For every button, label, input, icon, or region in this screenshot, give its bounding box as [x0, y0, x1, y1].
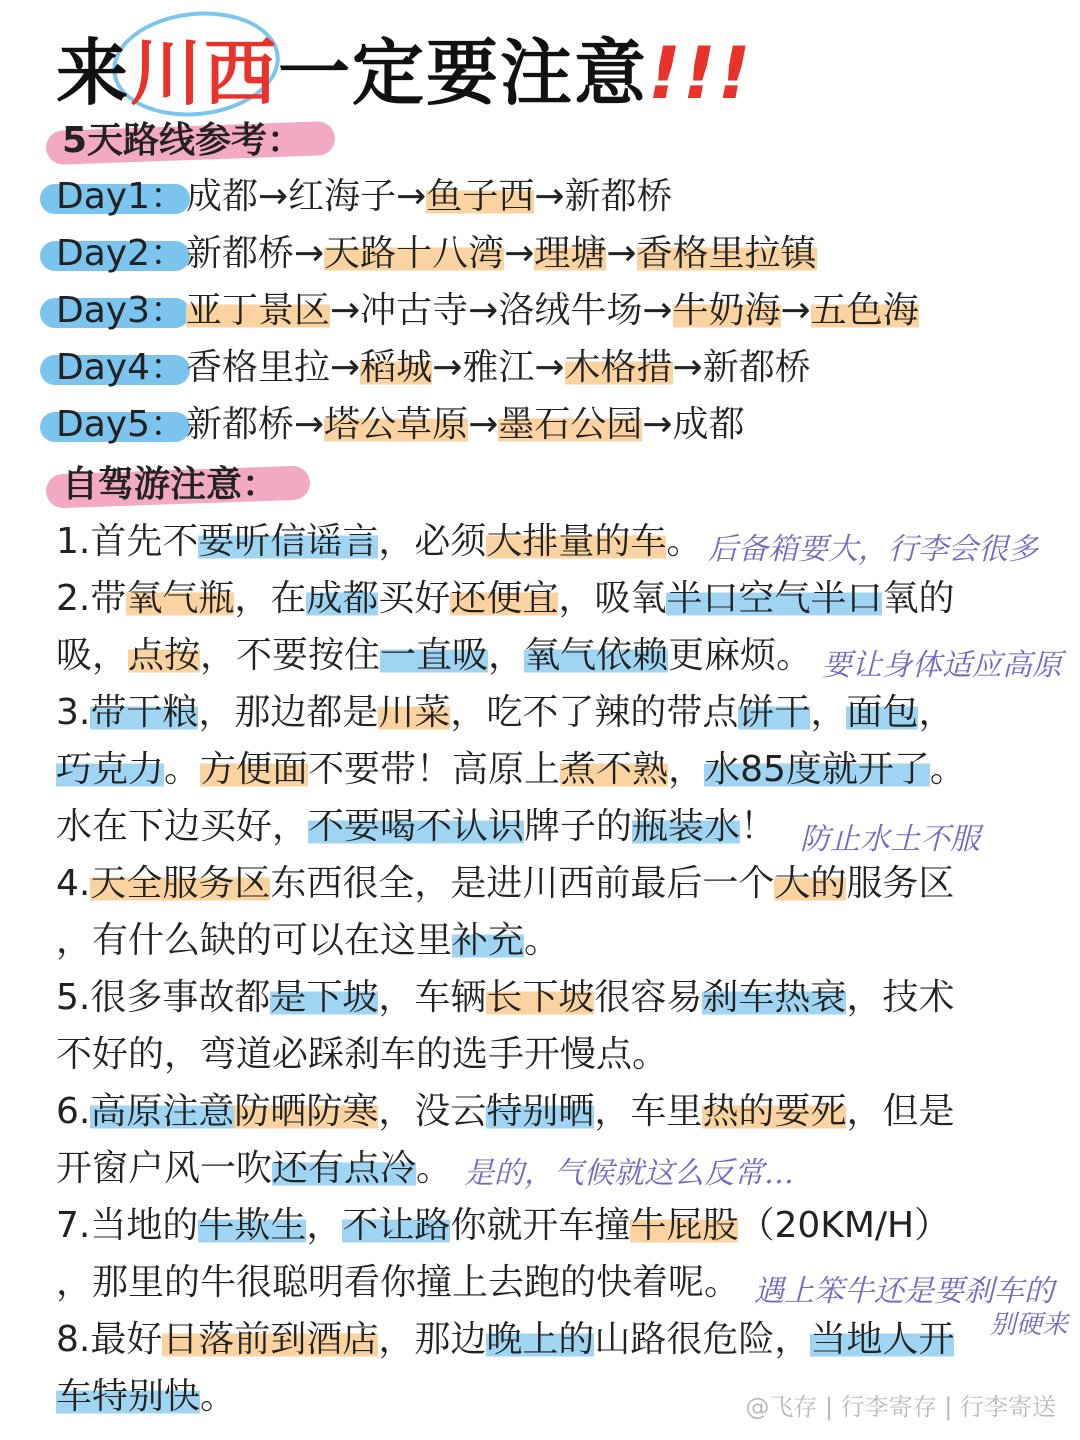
highlighted-place: 亚丁景区: [186, 290, 331, 331]
tip-line: [56, 1141, 452, 1197]
title-exclamation: !!!: [648, 31, 753, 115]
tip-line: [56, 799, 776, 855]
tip-text: 山路很危险，: [594, 1319, 811, 1360]
title-part1: 来: [56, 31, 131, 115]
highlighted-text: 不要喝不认识: [308, 806, 525, 847]
route-text: 成都→红海子→: [186, 176, 427, 217]
highlighted-text: 还便宜: [450, 578, 559, 619]
tip-text: ，车里: [594, 1091, 703, 1132]
day-label-text: Day2：: [56, 233, 186, 274]
tip-text: 买好: [378, 578, 451, 619]
day-label: [56, 284, 186, 338]
highlighted-text: 是下坡: [270, 977, 379, 1018]
highlighted-place: 天路十八湾: [324, 233, 505, 274]
title-part2: 一定要注意: [278, 31, 649, 115]
highlighted-text: 煮不熟: [560, 749, 669, 790]
route-line-day5: [56, 398, 745, 452]
tip-text: ，吸氧: [558, 578, 667, 619]
highlighted-text: 瓶装水: [632, 806, 741, 847]
day-label-text: Day5：: [56, 404, 186, 445]
highlighted-text: 带干粮: [90, 692, 199, 733]
tips-heading-text: 自驾游注意：: [62, 464, 279, 505]
highlighted-place: 鱼子西: [426, 176, 535, 217]
tip-line: [56, 685, 954, 741]
highlighted-text: 补充: [452, 920, 525, 961]
route-text: →雅江→: [432, 347, 565, 388]
tip-line: [56, 1198, 950, 1254]
handwritten-note-altitude: 要让身体适应高原: [822, 648, 1062, 683]
highlighted-place: 木格措: [564, 347, 673, 388]
highlighted-text: 氧气依赖: [524, 635, 669, 676]
tip-line: [56, 1369, 236, 1425]
tip-text: 你就开车撞: [450, 1205, 631, 1246]
tip-text: ，那里的牛很聪明看你撞上去跑的快着呢。: [56, 1262, 741, 1303]
highlighted-text: 方便面: [200, 749, 309, 790]
tip-text: ，那边都是: [198, 692, 379, 733]
tip-text: 水在下边买好，: [56, 806, 309, 847]
tip-text: 。: [416, 1148, 453, 1189]
highlighted-place: 五色海: [810, 290, 919, 331]
highlighted-text: 水85度就开了: [704, 749, 930, 790]
tip-text: ，技术: [846, 977, 955, 1018]
route-heading: [56, 116, 309, 166]
handwritten-note-trunk: 后备箱要大，行李会很多: [708, 532, 1038, 567]
tip-text: 4.: [56, 863, 91, 904]
highlighted-place: 理塘: [534, 233, 607, 274]
highlighted-text: 当地人开: [810, 1319, 955, 1360]
watermark: @飞存 | 行李寄存 | 行李寄送: [745, 1393, 1056, 1421]
highlighted-text: 日落前到酒店: [162, 1319, 379, 1360]
route-text: 新都桥→: [186, 233, 325, 274]
tip-line: [56, 1084, 954, 1140]
tip-text: （20KM/H）: [738, 1205, 951, 1246]
tip-line: [56, 1255, 740, 1311]
route-text: →: [504, 233, 535, 274]
tip-text: ，: [488, 635, 525, 676]
tip-line: [56, 628, 812, 684]
highlighted-text: 特别晒: [486, 1091, 595, 1132]
day-label-text: Day3：: [56, 290, 186, 331]
tip-text: ，吃不了辣的带点: [450, 692, 739, 733]
highlighted-text: 天全服务区: [90, 863, 271, 904]
route-text: →新都桥: [672, 347, 811, 388]
tip-text: 开窗户风一吹: [56, 1148, 273, 1189]
highlighted-text: 还有点冷: [272, 1148, 417, 1189]
tip-text: 8.最好: [56, 1319, 163, 1360]
highlighted-place: 牛奶海: [672, 290, 781, 331]
highlighted-text: 长下坡: [486, 977, 595, 1018]
tip-text: ，但是: [846, 1091, 955, 1132]
day-label: [56, 227, 186, 281]
day-label-text: Day4：: [56, 347, 186, 388]
highlighted-place: 香格里拉镇: [636, 233, 817, 274]
tip-text: 7.当地的: [56, 1205, 199, 1246]
handwritten-note-weather: 是的，气候就这么反常…: [464, 1156, 794, 1191]
highlighted-text: 面包: [846, 692, 919, 733]
tip-text: 3.: [56, 692, 91, 733]
tip-text: ，: [668, 749, 705, 790]
route-text: →: [468, 404, 499, 445]
tip-text: 不好的，弯道必踩刹车的选手开慢点。: [56, 1034, 669, 1075]
day-label: [56, 398, 186, 452]
tip-text: 氧的: [882, 578, 955, 619]
tip-text: 不要带！高原上: [308, 749, 561, 790]
highlighted-text: 川菜: [378, 692, 451, 733]
highlighted-text: 晚上的: [486, 1319, 595, 1360]
route-text: →新都桥: [534, 176, 673, 217]
highlighted-place: 墨石公园: [498, 404, 643, 445]
tip-text: 东西很全，是进川西前最后一个: [270, 863, 775, 904]
handwritten-note-brake: 遇上笨牛还是要刹车的: [754, 1274, 1054, 1309]
tip-line: [56, 571, 954, 627]
tip-line: [56, 514, 702, 570]
highlighted-text: 刹车热衰: [702, 977, 847, 1018]
highlighted-place: 稻城: [360, 347, 433, 388]
tips-heading: [56, 460, 284, 510]
tip-text: 6.: [56, 1091, 91, 1132]
tip-line: [56, 742, 966, 798]
route-text: 新都桥→: [186, 404, 325, 445]
tip-line: [56, 970, 954, 1026]
tip-text: ，车辆: [378, 977, 487, 1018]
highlighted-text: 车特别快: [56, 1376, 201, 1417]
tip-line: [56, 1312, 954, 1368]
tip-text: 。: [666, 521, 703, 562]
route-text: →冲古寺→洛绒牛场→: [330, 290, 673, 331]
highlighted-text: 一直吸: [380, 635, 489, 676]
route-line-day4: [56, 341, 811, 395]
day-label: [56, 170, 186, 224]
route-text: →成都: [642, 404, 745, 445]
highlighted-text: 成都: [306, 578, 379, 619]
highlighted-text: 巧克力: [56, 749, 165, 790]
highlighted-text: 大排量的车: [486, 521, 667, 562]
tip-text: 。: [929, 749, 966, 790]
tip-text: ，: [918, 692, 955, 733]
highlighted-text: 热的要死: [702, 1091, 847, 1132]
tip-text: 。: [524, 920, 561, 961]
tip-text: 2.带: [56, 578, 127, 619]
day-label-text: Day1：: [56, 176, 186, 217]
tip-text: ，不要按住: [200, 635, 381, 676]
highlighted-text: 高原注意: [90, 1091, 235, 1132]
highlighted-place: 塔公草原: [324, 404, 469, 445]
route-line-day3: [56, 284, 919, 338]
tip-line: [56, 913, 560, 969]
highlighted-text: 半口空气半口: [666, 578, 883, 619]
tip-text: ，: [306, 1205, 343, 1246]
tip-text: 。: [164, 749, 201, 790]
tip-line: [56, 1027, 668, 1083]
handwritten-note-careful: 别硬来: [990, 1310, 1069, 1340]
tip-text: ！: [740, 806, 777, 847]
route-line-day1: [56, 170, 673, 224]
route-line-day2: [56, 227, 817, 281]
route-text: →: [780, 290, 811, 331]
tip-line: [56, 856, 954, 912]
page-title: [56, 28, 753, 118]
tip-text: 1.首先不: [56, 521, 199, 562]
handwritten-note-water: 防止水土不服: [800, 822, 980, 857]
title-highlight: 川西: [130, 31, 279, 115]
tip-text: ，在: [234, 578, 307, 619]
tip-text: ，: [810, 692, 847, 733]
route-heading-text: 5天路线参考：: [62, 120, 304, 161]
highlighted-text: 氧气瓶: [126, 578, 235, 619]
tip-text: 更麻烦。: [668, 635, 813, 676]
highlighted-text: 大的: [774, 863, 847, 904]
tip-text: ，必须: [378, 521, 487, 562]
highlighted-text: 饼干: [738, 692, 811, 733]
route-text: →: [606, 233, 637, 274]
highlighted-text: 牛欺生: [198, 1205, 307, 1246]
tip-text: 5.很多事故都: [56, 977, 271, 1018]
tip-text: 牌子的: [524, 806, 633, 847]
tip-text: 吸，: [56, 635, 129, 676]
tip-text: ，有什么缺的可以在这里: [56, 920, 453, 961]
highlighted-text: 防晒防寒: [234, 1091, 379, 1132]
tip-text: ，没云: [378, 1091, 487, 1132]
day-label: [56, 341, 186, 395]
route-text: 香格里拉→: [186, 347, 361, 388]
tip-text: 服务区: [846, 863, 955, 904]
highlighted-text: 点按: [128, 635, 201, 676]
highlighted-text: 不让路: [342, 1205, 451, 1246]
highlighted-text: 要听信谣言: [198, 521, 379, 562]
highlighted-text: 牛屁股: [630, 1205, 739, 1246]
tip-text: 。: [200, 1376, 237, 1417]
tip-text: ，那边: [378, 1319, 487, 1360]
tip-text: 很容易: [594, 977, 703, 1018]
